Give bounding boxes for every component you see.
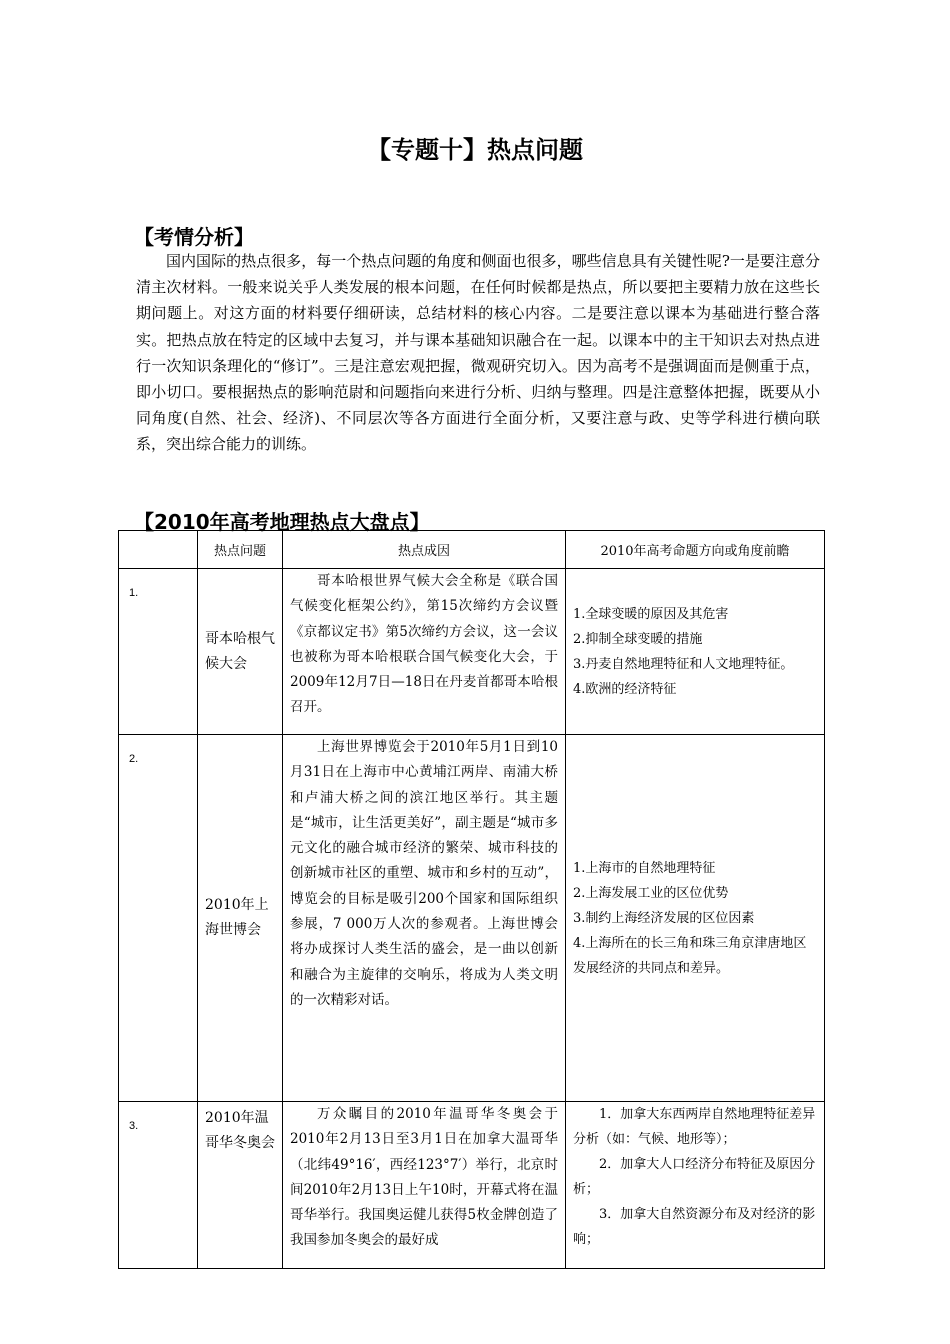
row-directions <box>566 735 825 1102</box>
direction-item: 3.制约上海经济发展的区位因素 <box>573 910 755 926</box>
row-number: 3. <box>119 1102 198 1269</box>
inventory-heading: 【2010年高考地理热点大盘点】 <box>134 510 430 534</box>
row-directions <box>566 1102 825 1269</box>
row-cause-text: 上海世界博览会于2010年5月1日到10月31日在上海市中心黄埔江两岸、南浦大桥和卢浦大桥之间的滨江地区举行。其主题是“城市，让生活更美好”，副主题是“城市多元文化的融合城市经济的繁荣、城市科技的创新城市社区的重塑、城市和乡村的互动”，博览会的目标是吸引200个国家和国际组织参展，7 000万人次的参观者。上海世博会将办成探讨人类生活的盛会，是一曲以创新和融合为主旋律的交响乐，将成为人类文明的一次精彩对话。 <box>290 739 558 1008</box>
analysis-heading: 【考情分析】 <box>134 225 254 249</box>
direction-item: 2.上海发展工业的区位优势 <box>573 885 729 901</box>
row-topic: 哥本哈根气候大会 <box>198 569 283 735</box>
row-topic: 2010年上海世博会 <box>198 735 283 1102</box>
row-number: 2. <box>119 735 198 1102</box>
direction-item: 1.全球变暖的原因及其危害 <box>573 606 729 622</box>
row-directions <box>566 569 825 735</box>
header-cell-number <box>119 531 198 569</box>
table-row <box>119 1102 825 1269</box>
header-cell-cause: 热点成因 <box>283 531 566 569</box>
header-cell-direction: 2010年高考命题方向或角度前瞻 <box>566 531 825 569</box>
table-row <box>119 735 825 1102</box>
header-cell-topic: 热点问题 <box>198 531 283 569</box>
row-cause-text: 万众瞩目的2010年温哥华冬奥会于2010年2月13日至3月1日在加拿大温哥华（北纬49°16′，西经123°7′）举行，北京时间2010年2月13日上午10时，开幕式将在温哥华举行。我国奥运健儿获得5枚金牌创造了我国参加冬奥会的最好成 <box>290 1106 558 1249</box>
row-cause <box>283 569 566 735</box>
direction-item: 3．加拿大自然资源分布及对经济的影响； <box>573 1207 816 1247</box>
row-cause-text: 哥本哈根世界气候大会全称是《联合国气候变化框架公约》，第15次缔约方会议暨《京都议定书》第5次缔约方会议，这一会议也被称为哥本哈根联合国气候变化大会，于2009年12月7日—18日在丹麦首都哥本哈根召开。 <box>290 573 558 716</box>
direction-item: 2.抑制全球变暖的措施 <box>573 631 703 647</box>
direction-item: 3.丹麦自然地理特征和人文地理特征。 <box>573 656 794 672</box>
row-topic: 2010年温哥华冬奥会 <box>198 1102 283 1269</box>
table-header-row <box>119 531 825 569</box>
row-cause <box>283 1102 566 1269</box>
direction-item: 2．加拿大人口经济分布特征及原因分析； <box>573 1157 816 1197</box>
direction-item: 1.上海市的自然地理特征 <box>573 860 716 876</box>
row-number: 1. <box>119 569 198 735</box>
direction-item: 4.欧洲的经济特征 <box>573 681 677 697</box>
direction-item: 4.上海所在的长三角和珠三角京津唐地区发展经济的共同点和差异。 <box>573 935 807 976</box>
row-cause <box>283 735 566 1102</box>
page-title: 【专题十】热点问题 <box>367 136 583 164</box>
hotspot-table <box>118 530 825 1269</box>
direction-item: 1．加拿大东西两岸自然地理特征差异分析（如：气候、地形等）； <box>573 1107 816 1147</box>
analysis-paragraph: 国内国际的热点很多，每一个热点问题的角度和侧面也很多，哪些信息具有关键性呢?一是要注意分清主次材料。一般来说关乎人类发展的根本问题，在任何时候都是热点，所以要把主要精力放在这些长期问题上。对这方面的材料要仔细研读，总结材料的核心内容。二是要注意以课本为基础进行整合落实。把热点放在特定的区域中去复习，并与课本基础知识融合在一起。以课本中的主干知识去对热点进行一次知识条理化的“修订”。三是注意宏观把握，微观研究切入。因为高考不是强调面而是侧重于点，即小切口。要根据热点的影响范尉和问题指向来进行分析、归纳与整理。四是注意整体把握，既要从小同角度(自然、社会、经济)、不同层次等各方面进行全面分析，又要注意与政、史等学科进行横向联系，突出综合能力的训练。 <box>136 252 820 454</box>
table-row <box>119 569 825 735</box>
